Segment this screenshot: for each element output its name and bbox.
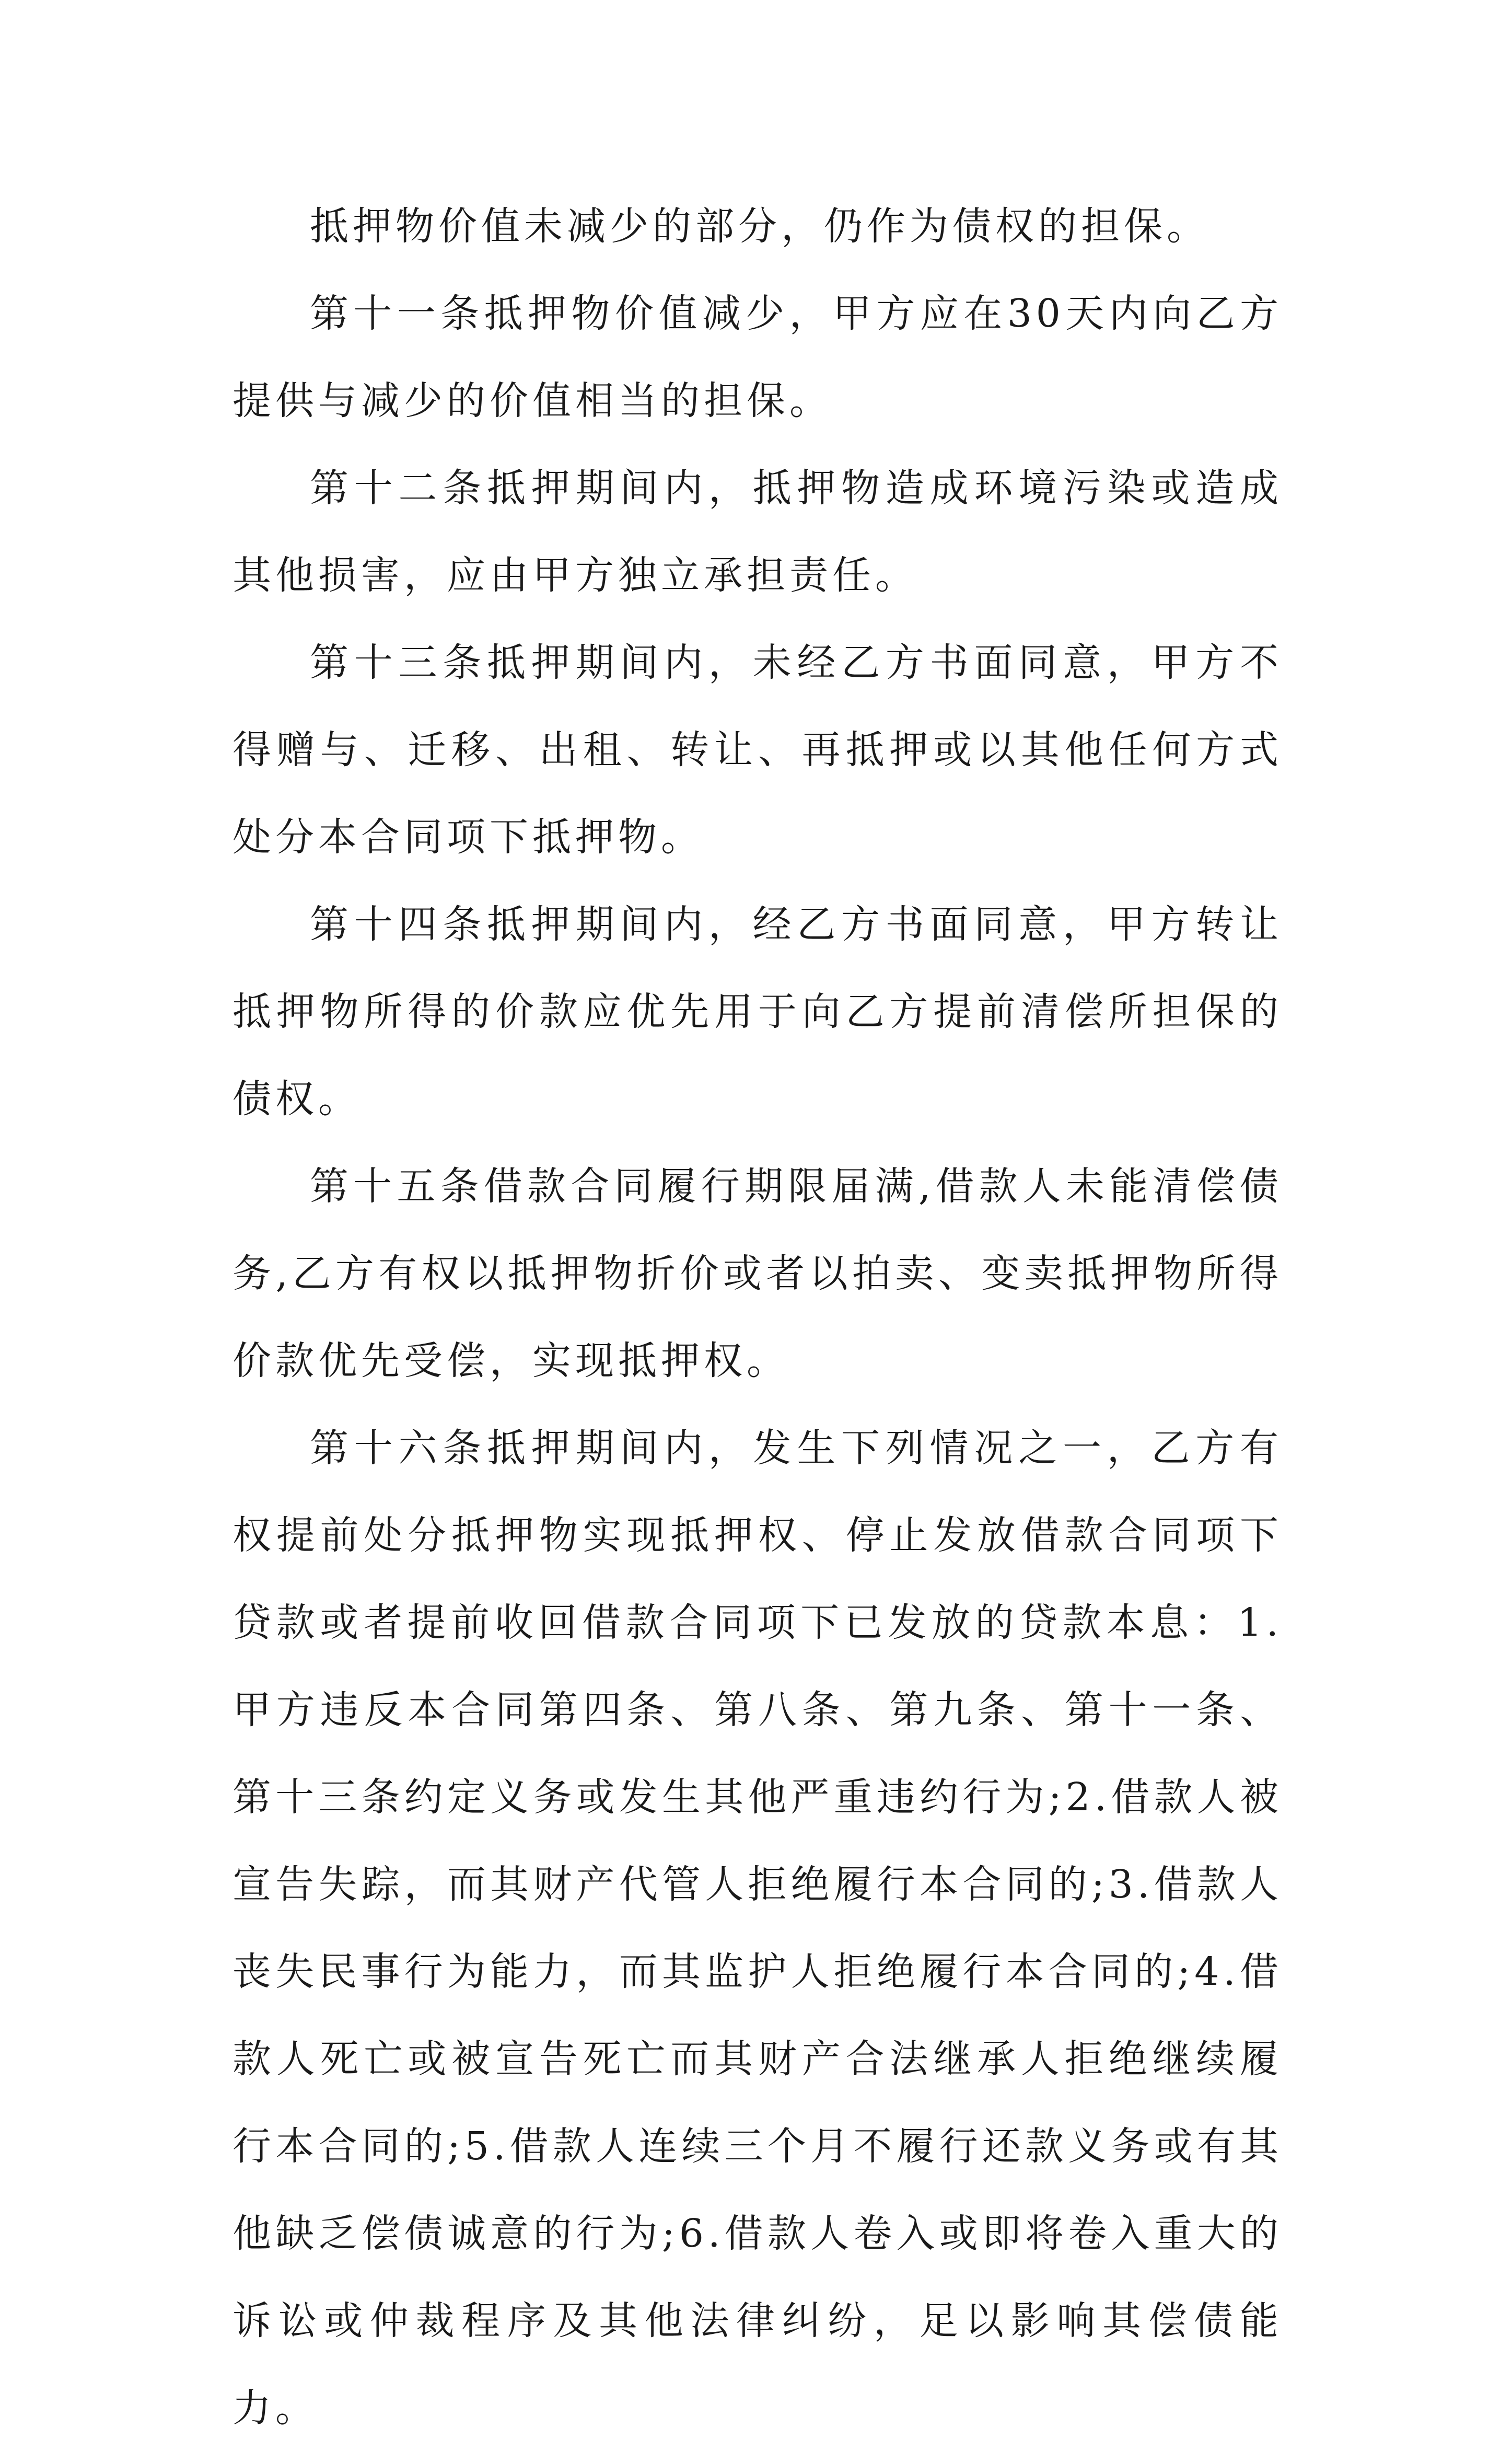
paragraph-article-16: 第十六条抵押期间内，发生下列情况之一，乙方有权提前处分抵押物实现抵押权、停止发放借款合同项下贷款或者提前收回借款合同项下已发放的贷款本息：1.甲方违反本合同第四条、第八条、第九条、第十一条、第十三条约定义务或发生其他严重违约行为;2.借款人被宣告失踪，而其财产代管人拒绝履行本合同的;3.借款人丧失民事行为能力，而其监护人拒绝履行本合同的;4.借款人死亡或被宣告死亡而其财产合法继承人拒绝继续履行本合同的;5.借款人连续三个月不履行还款义务或有其他缺乏偿债诚意的行为;6.借款人卷入或即将卷入重大的诉讼或仲裁程序及其他法律纠纷，足以影响其偿债能力。 [232,1426,1283,2431]
paragraph-continuation: 抵押物价值未减少的部分，仍作为债权的担保。 [310,204,1209,249]
paragraph-article-12: 第十二条抵押期间内，抵押物造成环境污染或造成其他损害，应由甲方独立承担责任。 [232,466,1283,598]
paragraph-article-13: 第十三条抵押期间内，未经乙方书面同意，甲方不得赠与、迁移、出租、转让、再抵押或以其他任何方式处分本合同项下抵押物。 [232,640,1283,860]
document-body [232,183,1283,2452]
paragraph-article-11: 第十一条抵押物价值减少，甲方应在30天内向乙方提供与减少的价值相当的担保。 [232,291,1283,423]
paragraph-article-14: 第十四条抵押期间内，经乙方书面同意，甲方转让抵押物所得的价款应优先用于向乙方提前清偿所担保的债权。 [232,902,1283,1121]
paragraph-article-15: 第十五条借款合同履行期限届满,借款人未能清偿债务,乙方有权以抵押物折价或者以拍卖、变卖抵押物所得价款优先受偿，实现抵押权。 [232,1164,1283,1383]
